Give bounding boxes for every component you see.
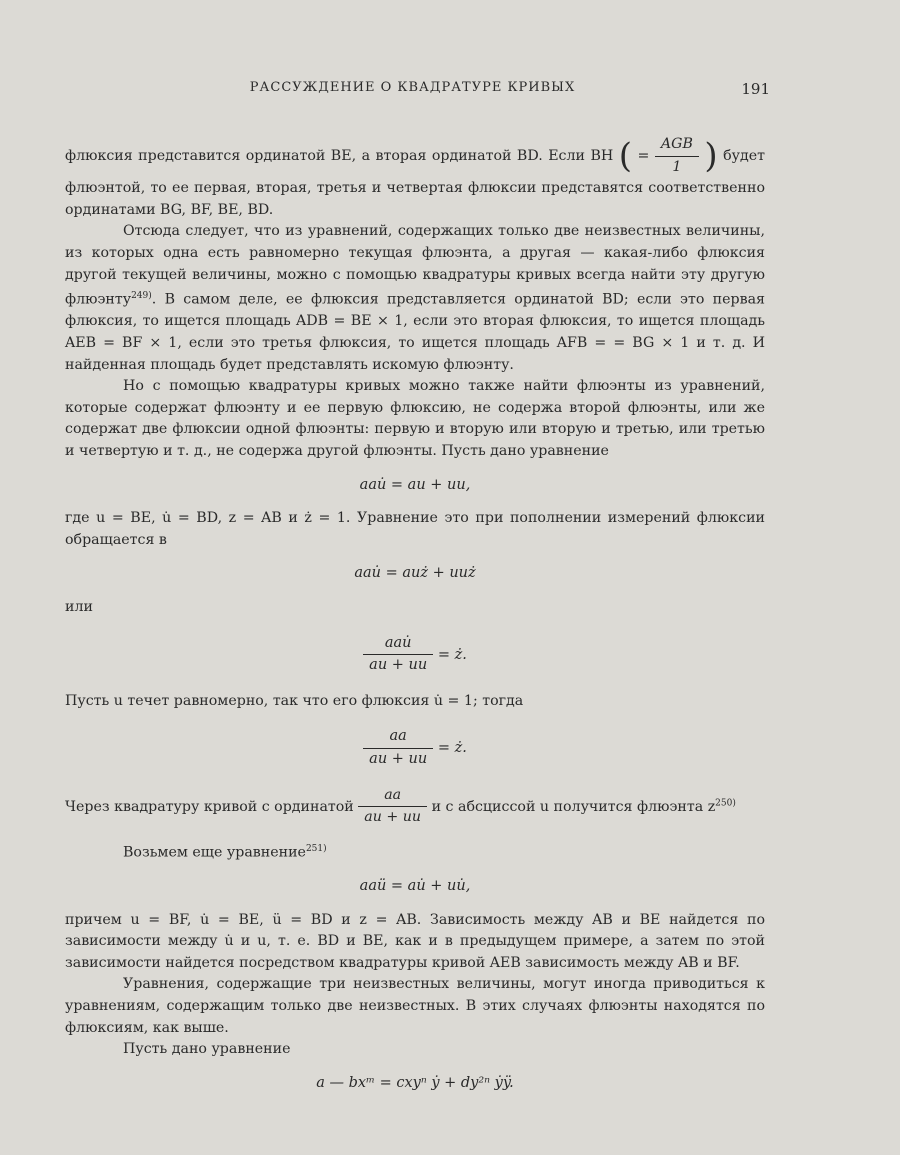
paragraph-8-text: Возьмем еще уравнение (123, 844, 306, 861)
paragraph-1-text-a: флюксия представится ординатой BE, а вторая ординатой BD. Если BH (65, 148, 614, 165)
equation-4-numerator: aa (389, 728, 407, 745)
equation-3-numerator: aau̇ (384, 634, 412, 651)
equation-4 (65, 726, 765, 770)
footnote-ref-251: 251) (305, 843, 327, 854)
paragraph-2 (65, 221, 765, 376)
running-header (60, 80, 770, 98)
equation-2: aau̇ = auż + uuż (354, 565, 476, 582)
equation-4-denominator: au + uu (363, 748, 433, 771)
paragraph-7 (65, 785, 765, 829)
paragraph-8 (65, 839, 765, 864)
paragraph-7-text-b: и с абсциссой u получится флюэнта z (431, 798, 716, 815)
fraction-denominator: 1 (655, 156, 699, 179)
equation-3-fraction (363, 633, 433, 677)
equation-3 (65, 633, 765, 677)
paragraph-1-text-b: будет флюэнтой, то ее первая, вторая, третья и четвертая флюксии представятся соответственно ординатами BG, BF, BE, BD. (65, 148, 765, 218)
equation-4-fraction (363, 726, 433, 770)
paragraph-3: Но с помощью квадратуры кривых можно также найти флюэнты из уравнений, которые содержат флюэнту и ее первую флюксию, не содержа второй флюэнты, или же содержат две флюксии одной флюэнты: первую и вторую или вторую и третью, или третью и четвертую и т. д., не содержа другой флюэнты. Пусть дано уравнение (65, 378, 765, 460)
paragraph-10: Уравнения, содержащие три неизвестных величины, могут иногда приводиться к уравнениям, содержащим только две неизвестных. В этих случаях флюэнты находятся по флюксиям, как выше. (65, 976, 765, 1036)
paragraph-7-fraction (358, 785, 427, 829)
footnote-ref-249: 249) (131, 291, 152, 302)
paragraph-6: Пусть u течет равномерно, так что его флюксия u̇ = 1; тогда (65, 692, 524, 709)
paragraph-7-text-a: Через квадратуру кривой с ординатой (65, 798, 354, 815)
equals-sign: = (637, 148, 650, 165)
paragraph-1 (65, 134, 765, 221)
footnote-ref-250: 250) (715, 797, 736, 808)
equation-4-rhs: = ż. (437, 740, 467, 757)
equation-6: a — bxᵐ = cxyⁿ ẏ + dy²ⁿ ẏÿ. (316, 1074, 514, 1091)
page-body (65, 134, 765, 1106)
paragraph-5: или (65, 599, 93, 616)
equation-1: aau̇ = au + uu, (359, 476, 471, 493)
page-number: 191 (741, 80, 770, 98)
paragraph-11: Пусть дано уравнение (123, 1041, 291, 1058)
paragraph-7-numerator: aa (384, 786, 402, 803)
paragraph-2-text: Отсюда следует, что из уравнений, содержащих только две неизвестных величины, из которых одна есть равномерно текущая флюэнта, а другая — какая-либо флюксия другой текущей величины, можно с помощью квадратуры кривых всегда найти эту другую флюэнту (65, 223, 765, 308)
equation-3-rhs: = ż. (437, 646, 467, 663)
fraction-numerator: AGB (660, 136, 693, 152)
equation-3-denominator: au + uu (363, 654, 433, 677)
paragraph-2-text-b: . В самом деле, ее флюксия представляется ординатой BD; если это первая флюксия, то ищется площадь ADB = BE × 1, если это вторая флюксия, то ищется площадь AEB = BF × 1, если это третья флюксия, то ищется площадь AFB = = BG × 1 и т. д. И найденная площадь будет представлять искомую флюэнту. (65, 291, 765, 373)
left-paren: ( (618, 136, 633, 177)
paragraph-9: причем u = BF, u̇ = BE, ü = BD и z = AB. Зависимость между AB и BE найдется по зависимости между u̇ и u, т. е. BD и BE, как и в предыдущем примере, а затем по этой зависимости найдется посредством квадратуры кривой AEB зависимость между AB и BF. (65, 911, 765, 971)
paragraph-7-denominator: au + uu (358, 806, 427, 829)
running-title: РАССУЖДЕНИЕ О КВАДРАТУРЕ КРИВЫХ (249, 80, 576, 95)
right-paren: ) (704, 136, 718, 177)
paragraph-4: где u = BE, u̇ = BD, z = AB и ż = 1. Уравнение это при пополнении измерений флюксии обращается в (65, 510, 765, 548)
equation-5: aaü = au̇ + uu̇, (359, 878, 471, 895)
fraction-agb (655, 134, 699, 178)
